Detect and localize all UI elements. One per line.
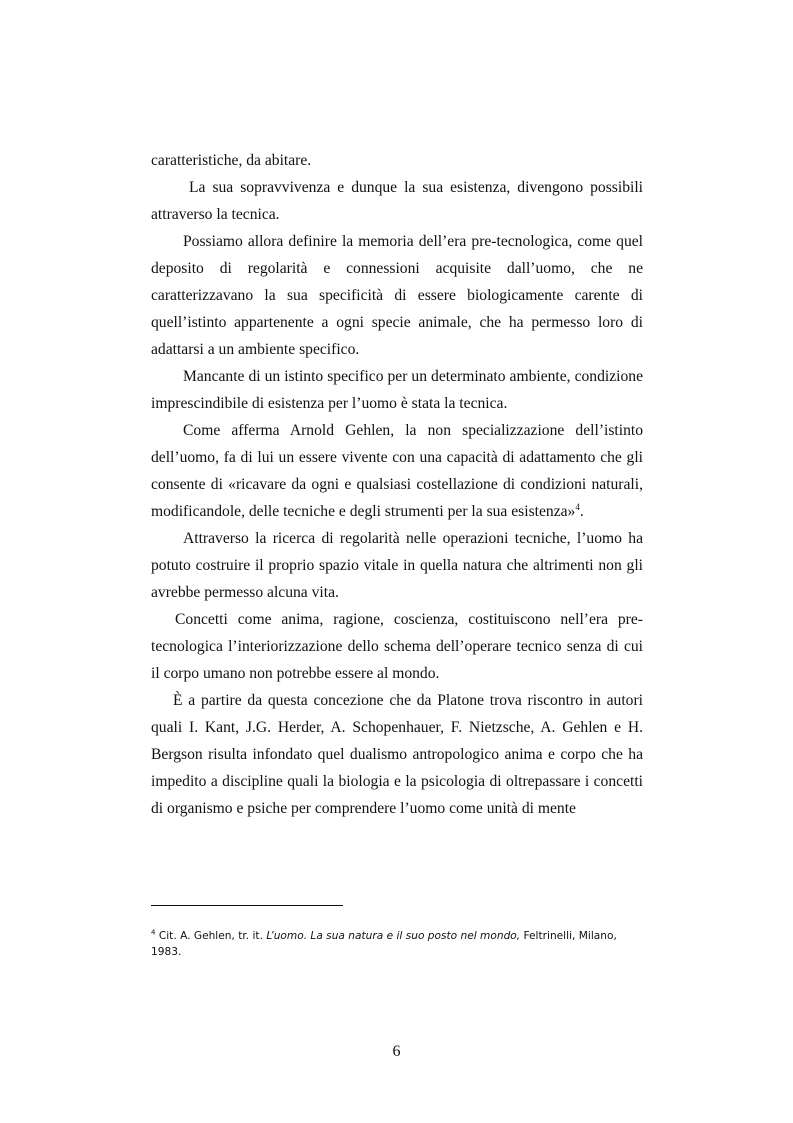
paragraph-7: Concetti come anima, ragione, coscienza, costituiscono nell’era pre-tecnologica l’interiorizzazione dello schema dell’operare tecnico senza di cui il corpo umano non potrebbe essere al mondo. bbox=[151, 611, 643, 682]
footnote bbox=[151, 928, 643, 960]
paragraph-2: La sua sopravvivenza e dunque la sua esistenza, divengono possibili attraverso la tecnica. bbox=[151, 179, 643, 223]
page-number: 6 bbox=[392, 1043, 401, 1060]
paragraph-8: È a partire da questa concezione che da Platone trova riscontro in autori quali I. Kant, J.G. Herder, A. Schopenhauer, F. Nietzsche, A. Gehlen e H. Bergson risulta infondato quel dualismo antropologico anima e corpo che ha impedito a discipline quali la biologia e la psicologia di oltrepassare i concetti di organismo e psiche per comprendere l’uomo come unità di mente bbox=[151, 692, 643, 817]
paragraph-6: Attraverso la ricerca di regolarità nelle operazioni tecniche, l’uomo ha potuto costruire il proprio spazio vitale in quella natura che altrimenti non gli avrebbe permesso alcuna vita. bbox=[151, 530, 643, 601]
paragraph-5 bbox=[151, 417, 643, 525]
footnote-number: 4 bbox=[151, 928, 156, 937]
footnote-reference[interactable]: 4 bbox=[575, 501, 580, 512]
body-text bbox=[151, 147, 643, 822]
footnote-prefix: Cit. A. Gehlen, tr. it. bbox=[155, 930, 267, 942]
paragraph-1: caratteristiche, da abitare. bbox=[151, 152, 312, 169]
paragraph-5-end: . bbox=[579, 503, 584, 520]
paragraph-3: Possiamo allora definire la memoria dell’era pre-tecnologica, come quel deposito di regolarità e connessioni acquisite dall’uomo, che ne caratterizzavano la sua specificità di essere biologicamente carente di quell’istinto appartenente a ogni specie animale, che ha permesso loro di adattarsi a un ambiente specifico. bbox=[151, 233, 643, 358]
footnote-suffix: Feltrinelli, Milano, 1983. bbox=[151, 930, 617, 958]
footnote-title: L’uomo. La sua natura e il suo posto nel mondo, bbox=[266, 930, 521, 942]
paragraph-4: Mancante di un istinto specifico per un determinato ambiente, condizione imprescindibile di esistenza per l’uomo è stata la tecnica. bbox=[151, 368, 643, 412]
paragraph-5-text: Come afferma Arnold Gehlen, la non specializzazione dell’istinto dell’uomo, fa di lui un essere vivente con una capacità di adattamento che gli consente di «ricavare da ogni e qualsiasi costellazione di condizioni naturali, modificandole, delle tecniche e degli strumenti per la sua esistenza» bbox=[151, 422, 643, 520]
footnote-separator bbox=[151, 905, 343, 906]
